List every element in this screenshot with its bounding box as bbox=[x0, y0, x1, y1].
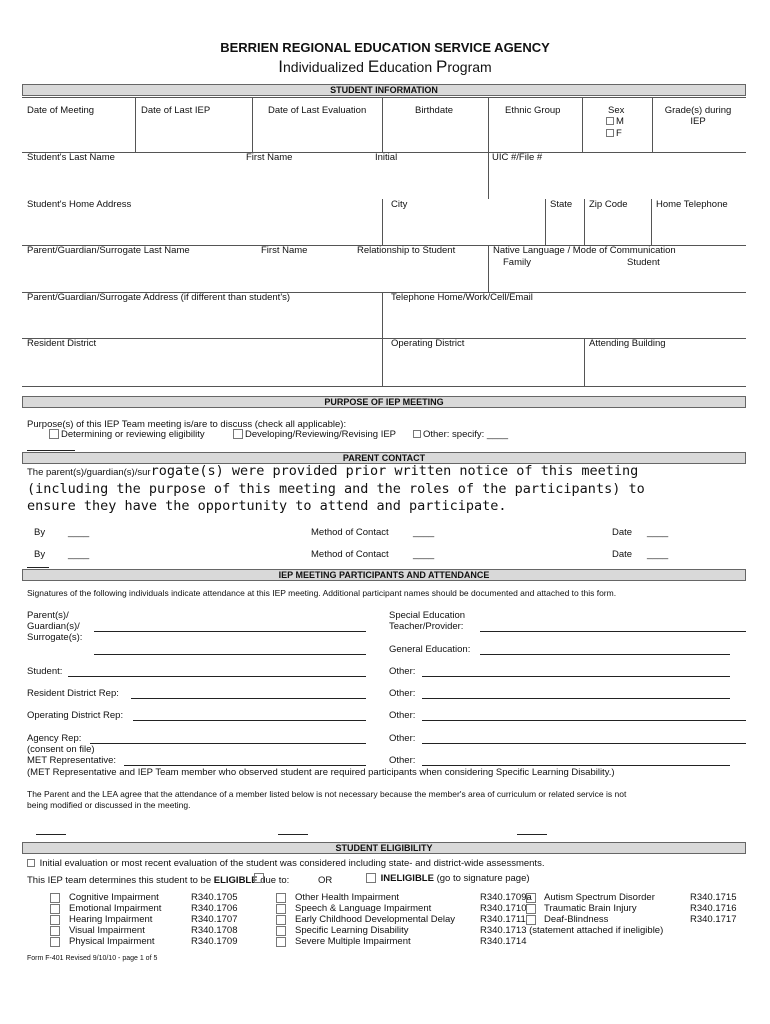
eligibility-category-label: Deaf-Blindness bbox=[544, 914, 609, 925]
operating-rep-label: Operating District Rep: bbox=[27, 710, 124, 721]
checkbox-icon[interactable] bbox=[50, 926, 60, 936]
student-last-name-field[interactable]: Student's Last Name bbox=[27, 152, 115, 163]
eligibility-category-label: Early Childhood Developmental Delay bbox=[295, 914, 456, 925]
date-last-evaluation-field[interactable]: Date of Last Evaluation bbox=[268, 105, 367, 116]
ineligible-option[interactable]: INELIGIBLE (go to signature page) bbox=[366, 873, 530, 884]
eligibility-rule-code: R340.1708 bbox=[191, 925, 238, 936]
eligibility-rule-code: R340.1709a bbox=[480, 892, 532, 903]
checkbox-icon[interactable] bbox=[27, 859, 35, 867]
date-of-meeting-field[interactable]: Date of Meeting bbox=[27, 105, 95, 116]
other-signature-line-2[interactable] bbox=[422, 698, 730, 699]
purpose-bar: PURPOSE OF IEP MEETING bbox=[22, 396, 746, 408]
excusal-initial-line-2[interactable] bbox=[278, 834, 308, 835]
city-field[interactable]: City bbox=[391, 199, 408, 210]
by-label-1: By bbox=[34, 527, 46, 538]
parent-contact-bar: PARENT CONTACT bbox=[22, 452, 746, 464]
general-ed-label: General Education: bbox=[389, 644, 471, 655]
method-label-1: Method of Contact bbox=[311, 527, 389, 538]
initial-evaluation-option[interactable]: Initial evaluation or most recent evaluation of the student was considered including state- and district-wide assessments. bbox=[27, 858, 544, 869]
date-last-iep-field[interactable]: Date of Last IEP bbox=[141, 105, 211, 116]
eligibility-category-label: Speech & Language Impairment bbox=[295, 903, 432, 914]
divider bbox=[27, 567, 49, 568]
agreement-line-2: being modified or discussed in the meeting. bbox=[27, 800, 191, 810]
other-label-4: Other: bbox=[389, 733, 416, 744]
program-title: Individualized Education Program bbox=[278, 57, 492, 76]
checkbox-icon[interactable] bbox=[276, 915, 286, 925]
form-footer: Form F-401 Revised 9/10/10 - page 1 of 5 bbox=[27, 955, 158, 962]
general-ed-signature-line[interactable] bbox=[480, 654, 730, 655]
met-note: (MET Representative and IEP Team member who observed student are required participants when considering Specific Learning Disability.) bbox=[27, 767, 615, 778]
student-signature-line[interactable] bbox=[68, 676, 366, 677]
eligibility-rule-code: R340.1713 (statement attached if ineligible) bbox=[480, 925, 664, 936]
sex-m-option[interactable]: M bbox=[606, 116, 624, 127]
eligibility-bar: STUDENT ELIGIBILITY bbox=[22, 842, 746, 854]
other-label-1: Other: bbox=[389, 666, 416, 677]
checkbox-icon[interactable] bbox=[276, 904, 286, 914]
home-telephone-field[interactable]: Home Telephone bbox=[656, 199, 728, 210]
eligibility-category-label: Emotional Impairment bbox=[69, 903, 162, 914]
resident-rep-signature-line[interactable] bbox=[131, 698, 366, 699]
uic-field[interactable]: UIC #/File # bbox=[492, 152, 543, 163]
checkbox-icon[interactable] bbox=[50, 893, 60, 903]
sex-label: Sex bbox=[608, 105, 625, 116]
other-label-3: Other: bbox=[389, 710, 416, 721]
resident-district-field[interactable]: Resident District bbox=[27, 338, 97, 349]
participants-intro: Signatures of the following individuals indicate attendance at this IEP meeting. Additional participant names should be documented and attached to this form. bbox=[27, 588, 617, 598]
special-ed-signature-line[interactable] bbox=[480, 631, 746, 632]
agency-rep-label: Agency Rep: bbox=[27, 733, 82, 744]
purpose-intro: Purpose(s) of this IEP Team meeting is/are to discuss (check all applicable): bbox=[27, 419, 347, 430]
agency-rep-signature-line[interactable] bbox=[90, 743, 366, 744]
checkbox-icon[interactable] bbox=[526, 893, 536, 903]
eligibility-rule-code: R340.1711 bbox=[480, 914, 526, 925]
participants-bar: IEP MEETING PARTICIPANTS AND ATTENDANCE bbox=[22, 569, 746, 581]
divider bbox=[27, 450, 75, 451]
excusal-initial-line-1[interactable] bbox=[36, 834, 66, 835]
student-initial-field[interactable]: Initial bbox=[375, 152, 398, 163]
ethnic-group-field[interactable]: Ethnic Group bbox=[505, 105, 561, 116]
purpose-option-iep[interactable]: Developing/Reviewing/Revising IEP bbox=[233, 429, 396, 440]
eligibility-category-label: Physical Impairment bbox=[69, 936, 155, 947]
checkbox-icon[interactable] bbox=[49, 429, 59, 439]
excusal-initial-line-3[interactable] bbox=[517, 834, 547, 835]
checkbox-icon[interactable] bbox=[606, 117, 614, 125]
date-field-1[interactable]: ____ bbox=[647, 527, 669, 538]
eligibility-rule-code: R340.1710 bbox=[480, 903, 527, 914]
native-language-student-field[interactable]: Student bbox=[627, 257, 660, 268]
other-signature-line-1[interactable] bbox=[422, 676, 730, 677]
other-signature-line-4[interactable] bbox=[422, 743, 746, 744]
checkbox-icon[interactable] bbox=[366, 873, 376, 883]
method-field-1[interactable]: ____ bbox=[413, 527, 435, 538]
eligible-checkbox[interactable] bbox=[254, 873, 266, 884]
met-rep-signature-line[interactable] bbox=[124, 765, 366, 766]
eligibility-category-label: Severe Multiple Impairment bbox=[295, 936, 411, 947]
eligibility-rule-code: R340.1705 bbox=[191, 892, 238, 903]
checkbox-icon[interactable] bbox=[606, 129, 614, 137]
agency-title: BERRIEN REGIONAL EDUCATION SERVICE AGENCY bbox=[220, 40, 550, 55]
date-field-2[interactable]: ____ bbox=[647, 549, 669, 560]
checkbox-icon[interactable] bbox=[254, 873, 264, 883]
parent-first-name-field[interactable]: First Name bbox=[261, 245, 308, 256]
eligibility-rule-code: R340.1717 bbox=[690, 914, 737, 925]
parent-address-field[interactable]: Parent/Guardian/Surrogate Address (if different than student's) bbox=[27, 292, 291, 303]
attending-building-field[interactable]: Attending Building bbox=[589, 338, 666, 349]
purpose-option-eligibility[interactable]: Determining or reviewing eligibility bbox=[49, 429, 205, 440]
checkbox-icon[interactable] bbox=[526, 904, 536, 914]
agreement-line-1: The Parent and the LEA agree that the attendance of a member listed below is not necessary because the member's area of curriculum or related service is not bbox=[27, 789, 627, 799]
checkbox-icon[interactable] bbox=[276, 937, 286, 947]
eligibility-category-label: Visual Impairment bbox=[69, 925, 145, 936]
consent-note: (consent on file) bbox=[27, 744, 95, 755]
checkbox-icon[interactable] bbox=[526, 915, 536, 925]
operating-district-field[interactable]: Operating District bbox=[391, 338, 465, 349]
method-field-2[interactable]: ____ bbox=[413, 549, 435, 560]
sex-f-option[interactable]: F bbox=[606, 128, 622, 139]
eligibility-category-label: Other Health Impairment bbox=[295, 892, 400, 903]
eligibility-rule-code: R340.1716 bbox=[690, 903, 737, 914]
parents-signature-line-1[interactable] bbox=[94, 631, 366, 632]
or-label: OR bbox=[318, 875, 333, 886]
eligibility-rule-code: R340.1709 bbox=[191, 936, 238, 947]
other-signature-line-3[interactable] bbox=[422, 720, 746, 721]
checkbox-icon[interactable] bbox=[50, 915, 60, 925]
parents-signature-line-2[interactable] bbox=[94, 654, 366, 655]
eligibility-category-label: Hearing Impairment bbox=[69, 914, 153, 925]
eligibility-determination: This IEP team determines this student to be ELIGIBLE due to: bbox=[27, 875, 290, 886]
eligibility-rule-code: R340.1714 bbox=[480, 936, 527, 947]
student-information-bar: STUDENT INFORMATION bbox=[22, 84, 746, 96]
zip-field[interactable]: Zip Code bbox=[589, 199, 628, 210]
by-field-1[interactable]: ____ bbox=[68, 527, 90, 538]
eligibility-category-label: Specific Learning Disability bbox=[295, 925, 409, 936]
other-signature-line-5[interactable] bbox=[422, 765, 730, 766]
state-field[interactable]: State bbox=[550, 199, 573, 210]
eligibility-category-label: Cognitive Impairment bbox=[69, 892, 159, 903]
parents-label: Parent(s)/ Guardian(s)/ Surrogate(s): bbox=[27, 610, 83, 643]
telephone-field[interactable]: Telephone Home/Work/Cell/Email bbox=[391, 292, 533, 303]
eligibility-rule-code: R340.1707 bbox=[191, 914, 238, 925]
eligibility-rule-code: R340.1715 bbox=[690, 892, 737, 903]
home-address-field[interactable]: Student's Home Address bbox=[27, 199, 132, 210]
checkbox-icon[interactable] bbox=[233, 429, 243, 439]
checkbox-icon[interactable] bbox=[276, 893, 286, 903]
method-label-2: Method of Contact bbox=[311, 549, 389, 560]
met-rep-label: MET Representative: bbox=[27, 755, 117, 766]
native-language-label: Native Language / Mode of Communication bbox=[493, 245, 676, 256]
purpose-option-other[interactable]: Other: specify: ____ bbox=[413, 429, 508, 440]
parent-last-name-field[interactable]: Parent/Guardian/Surrogate Last Name bbox=[27, 245, 190, 256]
eligibility-category-label: Autism Spectrum Disorder bbox=[544, 892, 655, 903]
other-label-5: Other: bbox=[389, 755, 416, 766]
native-language-family-field[interactable]: Family bbox=[503, 257, 531, 268]
other-label-2: Other: bbox=[389, 688, 416, 699]
relationship-field[interactable]: Relationship to Student bbox=[357, 245, 456, 256]
resident-rep-label: Resident District Rep: bbox=[27, 688, 119, 699]
checkbox-icon[interactable] bbox=[50, 904, 60, 914]
date-label-2: Date bbox=[612, 549, 633, 560]
checkbox-icon[interactable] bbox=[50, 937, 60, 947]
eligibility-category-label: Traumatic Brain Injury bbox=[544, 903, 637, 914]
parent-contact-statement: The parent(s)/guardian(s)/surrogate(s) were provided prior written notice of this meeting (including the purpose of this meeting and the roles of the participants) to ensure they have the opportunity to attend and participate. bbox=[27, 463, 645, 514]
birthdate-field[interactable]: Birthdate bbox=[415, 105, 454, 116]
by-label-2: By bbox=[34, 549, 46, 560]
operating-rep-signature-line[interactable] bbox=[133, 720, 366, 721]
checkbox-icon[interactable] bbox=[413, 430, 421, 438]
student-first-name-field[interactable]: First Name bbox=[246, 152, 293, 163]
checkbox-icon[interactable] bbox=[276, 926, 286, 936]
eligibility-rule-code: R340.1706 bbox=[191, 903, 238, 914]
grade-field[interactable]: Grade(s) during IEP bbox=[664, 105, 732, 127]
date-label-1: Date bbox=[612, 527, 633, 538]
special-ed-label: Special Education Teacher/Provider: bbox=[389, 610, 466, 632]
student-sig-label: Student: bbox=[27, 666, 63, 677]
by-field-2[interactable]: ____ bbox=[68, 549, 90, 560]
student-information-grid bbox=[22, 97, 746, 387]
